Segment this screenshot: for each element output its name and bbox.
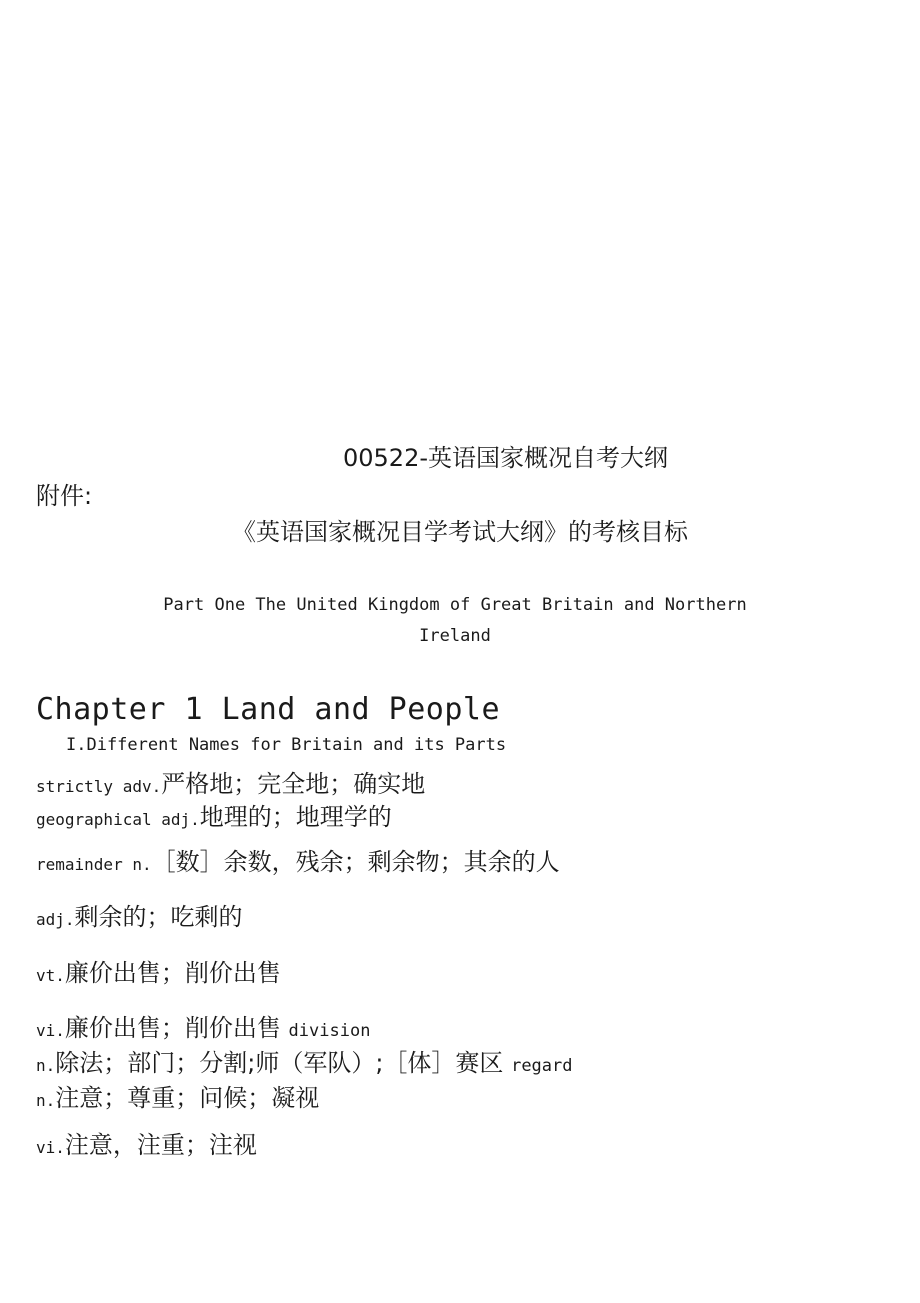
vocab-entry xyxy=(36,764,425,799)
vocab-entry xyxy=(36,897,243,932)
part-heading xyxy=(0,590,910,652)
entry-definition: 剩余的；吃剩的 xyxy=(74,903,243,931)
entry-definition: ［数］余数，残余；剩余物；其余的人 xyxy=(151,848,560,876)
entry-definition: 廉价出售；削价出售 xyxy=(64,1014,281,1042)
attachment-label: 附件: xyxy=(36,482,93,510)
entry-next-word: division xyxy=(288,1021,371,1041)
entry-head: vi. xyxy=(36,1138,65,1157)
entry-definition: 除法；部门；分割;师（军队）;［体］赛区 xyxy=(55,1049,504,1077)
part-heading-line2: Ireland xyxy=(419,626,491,646)
entry-head: vt. xyxy=(36,966,65,985)
section-heading: I.Different Names for Britain and its Parts xyxy=(66,735,507,755)
entry-head: adj. xyxy=(36,910,75,929)
document-subtitle: 《英语国家概况目学考试大纲》的考核目标 xyxy=(232,518,688,546)
entry-head: vi. xyxy=(36,1021,65,1040)
entry-definition: 注意，注重；注视 xyxy=(64,1131,257,1159)
vocab-entry xyxy=(36,1125,257,1160)
entry-head: n. xyxy=(36,1091,56,1110)
entry-definition: 廉价出售；削价出售 xyxy=(64,959,281,987)
vocab-entry xyxy=(36,1043,573,1078)
vocab-entry xyxy=(36,1078,319,1113)
vocab-entry xyxy=(36,842,560,877)
chapter-heading: Chapter 1 Land and People xyxy=(36,692,501,727)
entry-head: geographical adj. xyxy=(36,810,200,829)
part-heading-line1: Part One The United Kingdom of Great Britain and Northern xyxy=(163,595,747,615)
entry-definition: 地理的；地理学的 xyxy=(199,803,392,831)
entry-definition: 严格地；完全地；确实地 xyxy=(161,770,426,798)
entry-definition: 注意；尊重；问候；凝视 xyxy=(55,1084,320,1112)
vocab-entry xyxy=(36,1008,370,1043)
entry-head: remainder n. xyxy=(36,855,152,874)
vocab-entry xyxy=(36,953,281,988)
document-title: 00522-英语国家概况自考大纲 xyxy=(343,444,669,472)
vocab-entry xyxy=(36,797,392,832)
entry-head: n. xyxy=(36,1056,56,1075)
entry-next-word: regard xyxy=(511,1056,573,1076)
entry-head: strictly adv. xyxy=(36,777,162,796)
